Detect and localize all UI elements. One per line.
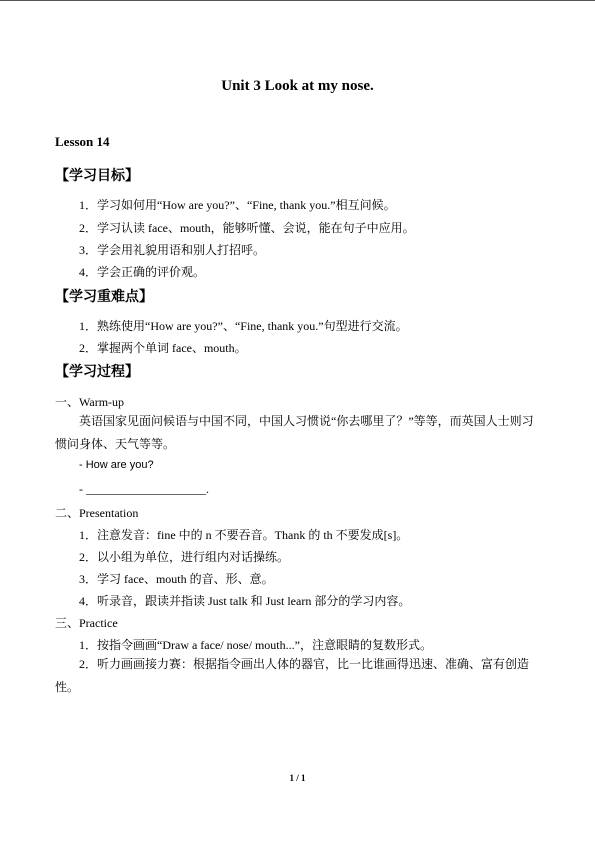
practice-label: 三、Practice (55, 616, 118, 630)
presentation-item-3: 3．学习 face、mouth 的音、形、意。 (79, 572, 274, 586)
presentation-label: 二、Presentation (55, 506, 139, 520)
section-heading-goals: 【学习目标】 (55, 169, 139, 184)
warmup-label: 一、Warm-up (55, 395, 125, 409)
goal-item-2: 2．学习认读 face、mouth，能够听懂、会说，能在句子中应用。 (79, 221, 415, 235)
section-heading-key-points: 【学习重难点】 (55, 290, 153, 305)
practice-item-1: 1．按指令画画“Draw a face/ nose/ mouth...”，注意眼睛的复数形式。 (79, 638, 432, 652)
presentation-item-4: 4．听录音，跟读并指读 Just talk 和 Just learn 部分的学习内容。 (79, 594, 411, 608)
goal-item-4: 4．学会正确的评价观。 (79, 265, 206, 279)
document-title: Unit 3 Look at my nose. (221, 78, 374, 94)
practice-item-2: 2．听力画画接力赛：根据指令画出人体的器官，比一比谁画得迅速、准确、富有创造性。 (55, 657, 530, 694)
lesson-heading: Lesson 14 (55, 134, 110, 149)
top-border-line (0, 0, 595, 1)
presentation-item-1: 1．注意发音：fine 中的 n 不要吞音。Thank 的 th 不要发成[s]。 (79, 528, 409, 542)
goal-item-3: 3．学会用礼貌用语和别人打招呼。 (79, 243, 266, 257)
presentation-item-2: 2．以小组为单位，进行组内对话操练。 (79, 550, 290, 564)
goal-item-1: 1．学习如何用“How are you?”、“Fine, thank you.”相互问候。 (79, 198, 396, 212)
key-item-2: 2．掌握两个单词 face、mouth。 (79, 341, 247, 355)
dialog-line-2: - ____________________. (79, 482, 209, 496)
section-heading-process: 【学习过程】 (55, 365, 139, 380)
warmup-paragraph: 英语国家见面问候语与中国不同，中国人习惯说“你去哪里了？”等等，而英国人士则习惯问身体、天气等等。 (55, 414, 534, 451)
dialog-line-1: - How are you? (79, 459, 154, 471)
key-item-1: 1．熟练使用“How are you?”、“Fine, thank you.”句型进行交流。 (79, 319, 408, 333)
page-number: 1 / 1 (289, 773, 306, 783)
